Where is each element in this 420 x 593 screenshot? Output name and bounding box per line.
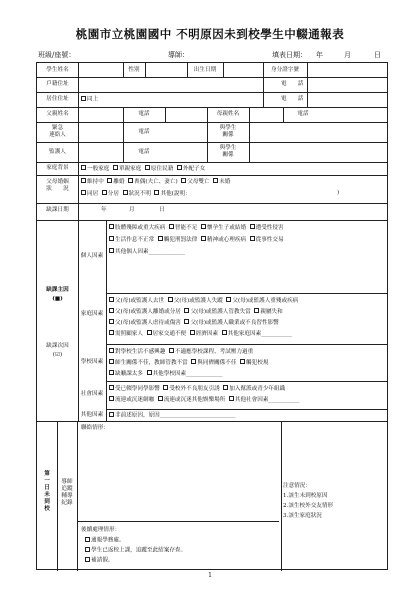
follow-returned-checkbox[interactable] xyxy=(85,547,90,552)
personal-routine-checkbox[interactable] xyxy=(109,236,114,241)
secondary-reason-mark: (☑) xyxy=(52,352,63,358)
marriage-cohabiting-option[interactable]: 同居 xyxy=(81,191,98,197)
family-death-option[interactable]: 父(母)或監護人去世 xyxy=(109,298,164,304)
father-phone-label: 電話 xyxy=(138,111,150,117)
family-single-parent-option[interactable]: 單親家庭 xyxy=(113,166,141,172)
school-absence-option[interactable]: 缺曠課太多 xyxy=(109,371,143,377)
fill-month-label: 月 xyxy=(344,51,351,59)
birth-date-label: 出生日期 xyxy=(193,67,217,73)
household-phone-label: 電 話 xyxy=(281,81,304,87)
personal-law-checkbox[interactable] xyxy=(158,236,163,241)
guardian-relation-label: 與學生 關係 xyxy=(219,145,237,158)
family-illness-checkbox[interactable] xyxy=(226,297,231,302)
social-entertainment-option[interactable]: 流連或沉迷其他娛樂場所 xyxy=(158,397,226,403)
personal-assault-option[interactable]: 遭受性侵害 xyxy=(250,225,284,231)
marriage-separated-checkbox[interactable] xyxy=(102,190,107,195)
family-discipline-option[interactable]: 父(母)或監護人管教失當 xyxy=(184,309,250,315)
marriage-both-deceased-option[interactable]: 父母雙亡 xyxy=(181,179,209,185)
family-habit-checkbox[interactable] xyxy=(184,319,189,324)
parents-marriage-label: 父母婚姻 狀 況 xyxy=(46,179,69,192)
family-care-option[interactable]: 需照顧家人 xyxy=(109,331,143,337)
id-number-label: 身分證字號 xyxy=(271,67,299,73)
family-illness-option[interactable]: 父(母)或監護人重殘或疾病 xyxy=(226,298,298,304)
secondary-reason-label: 缺課次因 xyxy=(46,343,69,349)
marriage-separated-option[interactable]: 分居 xyxy=(102,191,119,197)
personal-intellect-option[interactable]: 智能不足 xyxy=(169,225,197,231)
gender-label: 性別 xyxy=(128,67,140,73)
other-factor-option[interactable]: 非前述原因，原因___________________________ xyxy=(109,412,235,419)
follow-leave-option[interactable]: 補請假。 xyxy=(85,557,113,564)
family-single-parent-checkbox[interactable] xyxy=(113,165,118,170)
family-background-label: 家庭背景 xyxy=(46,165,69,171)
family-missing-option[interactable]: 父(母)或監護人失蹤 xyxy=(168,298,223,304)
marriage-options-line1 xyxy=(81,178,230,185)
family-abuse-checkbox[interactable] xyxy=(109,319,114,324)
main-reason-mark: (■) xyxy=(52,296,63,302)
school-interest-option[interactable]: 對學校生活不感興趣 xyxy=(109,349,165,355)
family-indigenous-option[interactable]: 原住民籍 xyxy=(145,166,173,172)
marriage-other-checkbox[interactable] xyxy=(154,190,159,195)
mother-name-label: 母親姓名 xyxy=(216,111,240,117)
school-peer-option[interactable]: 與同儕關係不佳 xyxy=(191,360,236,366)
personal-line-1 xyxy=(109,224,284,231)
family-line-1 xyxy=(109,297,298,304)
social-dropout-option[interactable]: 受已輟學同學影響 xyxy=(109,386,160,392)
note-item: 2.該生校外交友情形 xyxy=(283,503,334,509)
family-transport-checkbox[interactable] xyxy=(147,330,152,335)
follow-up-label: 後續處理情形： xyxy=(81,527,121,533)
family-other-checkbox[interactable] xyxy=(222,330,227,335)
personal-mental-option[interactable]: 精神或心理疾病 xyxy=(201,237,246,243)
note-item: 3.該生家庭狀況 xyxy=(283,513,322,519)
family-indigenous-checkbox[interactable] xyxy=(145,165,150,170)
teacher-tracking-label: 導師 追蹤 輔導 紀錄 xyxy=(61,479,73,506)
family-line-3 xyxy=(109,319,279,326)
absent-year-label: 年 xyxy=(101,207,107,213)
school-interest-checkbox[interactable] xyxy=(109,348,114,353)
other-factor-checkbox[interactable] xyxy=(109,412,114,417)
social-gang-option[interactable]: 加入幫派或青少年組織 xyxy=(223,386,285,392)
marriage-options-line2 xyxy=(81,190,191,197)
personal-factors-label: 個人因素 xyxy=(80,253,104,259)
absent-day-label: 日 xyxy=(159,207,165,213)
guardian-label: 監護人 xyxy=(49,149,66,155)
school-other-checkbox[interactable] xyxy=(147,370,152,375)
family-factors-label: 家庭因素 xyxy=(80,311,104,317)
personal-line-2 xyxy=(109,236,284,243)
family-missing-checkbox[interactable] xyxy=(168,297,173,302)
school-teacher-option[interactable]: 師生關係不佳，教師管教不當 xyxy=(109,360,188,366)
notes-title: 注意情況： xyxy=(283,483,311,489)
personal-line-3 xyxy=(109,248,185,255)
personal-assault-checkbox[interactable] xyxy=(250,224,255,229)
family-foreign-spouse-option[interactable]: 外配子女 xyxy=(177,166,205,172)
marriage-divorced-checkbox[interactable] xyxy=(107,178,112,183)
other-factors-label: 其他因素 xyxy=(80,412,104,418)
emergency-relation-label: 與學生 關係 xyxy=(219,125,237,138)
social-line-2 xyxy=(109,396,299,403)
family-divorce-option[interactable]: 父(母)或監護人離婚或分居 xyxy=(109,309,181,315)
class-seat-label: 班級/座號： xyxy=(38,51,76,59)
personal-law-option[interactable]: 觸犯刑罰法律 xyxy=(158,237,198,243)
personal-disability-checkbox[interactable] xyxy=(109,224,114,229)
marriage-divorced-option[interactable]: 離婚 xyxy=(107,179,124,185)
family-divorce-checkbox[interactable] xyxy=(109,308,114,313)
school-curriculum-checkbox[interactable] xyxy=(169,348,174,353)
social-entertainment-checkbox[interactable] xyxy=(158,396,163,401)
family-economic-checkbox[interactable] xyxy=(190,330,195,335)
form-title: 桃園市立桃園國中 不明原因未到校學生中輟通報表 xyxy=(75,27,345,41)
absent-month-label: 月 xyxy=(129,207,135,213)
school-line-3 xyxy=(109,370,222,377)
emergency-contact-label: 緊急 連絡人 xyxy=(49,125,66,138)
marriage-unknown-option[interactable]: 狀況不明 xyxy=(123,191,151,197)
personal-intellect-checkbox[interactable] xyxy=(169,224,174,229)
family-background-options xyxy=(81,165,205,172)
school-curriculum-option[interactable]: 不適應學校課程、考試壓力過重 xyxy=(169,349,253,355)
marriage-maintained-option[interactable]: 維持中 xyxy=(81,179,104,185)
school-teacher-checkbox[interactable] xyxy=(109,359,114,364)
teacher-label: 導師： xyxy=(168,51,189,59)
family-economic-option[interactable]: 經濟因素 xyxy=(190,331,218,337)
guardian-phone-label: 電話 xyxy=(138,149,150,155)
same-as-above-option[interactable]: 同上 xyxy=(81,96,98,103)
personal-pregnancy-checkbox[interactable] xyxy=(201,224,206,229)
residence-address-label: 居住住址 xyxy=(46,96,69,102)
family-death-checkbox[interactable] xyxy=(109,297,114,302)
school-line-1 xyxy=(109,348,253,355)
family-discord-option[interactable]: 親屬失和 xyxy=(254,309,282,315)
fill-year-label: 年 xyxy=(316,51,323,59)
residence-phone-label: 電 話 xyxy=(281,96,304,102)
marriage-unmarried-checkbox[interactable] xyxy=(213,178,218,183)
fill-day-label: 日 xyxy=(374,51,381,59)
main-reason-label: 缺課主因 xyxy=(46,287,69,293)
follow-returned-option[interactable]: 學生已返校上課，追蹤至此結案存查。 xyxy=(85,547,186,554)
follow-leave-checkbox[interactable] xyxy=(85,557,90,562)
personal-disability-option[interactable]: 肢體殘障或重大疾病 xyxy=(109,225,165,231)
social-other-checkbox[interactable] xyxy=(229,396,234,401)
social-friends-checkbox[interactable] xyxy=(163,385,168,390)
family-abuse-option[interactable]: 父(母)或監護人虐待或傷害 xyxy=(109,320,181,326)
marriage-widowed-checkbox[interactable] xyxy=(128,178,133,183)
personal-other-option[interactable]: 其他個人因素_____________ xyxy=(109,249,185,255)
family-transport-option[interactable]: 居家交通不便 xyxy=(147,331,187,337)
family-line-2 xyxy=(109,308,283,315)
mother-phone-label: 電話 xyxy=(297,111,309,117)
first-day-absent-label: 第 一 日 未 到 校 xyxy=(44,471,50,512)
school-rules-checkbox[interactable] xyxy=(240,359,245,364)
marriage-widowed-option[interactable]: 喪偶(夫亡、妻亡) xyxy=(128,179,178,185)
marriage-both-deceased-checkbox[interactable] xyxy=(181,178,186,183)
marriage-unknown-checkbox[interactable] xyxy=(123,190,128,195)
family-care-checkbox[interactable] xyxy=(109,330,114,335)
fill-date-label: 填表日期： xyxy=(272,51,307,59)
same-as-above-checkbox[interactable] xyxy=(81,96,86,101)
absent-date-label: 缺課日期 xyxy=(46,207,69,213)
social-line-1 xyxy=(109,385,285,392)
father-name-label: 父親姓名 xyxy=(46,111,69,117)
family-general-checkbox[interactable] xyxy=(81,165,86,170)
personal-sex-trade-option[interactable]: 從事性交易 xyxy=(250,237,284,243)
personal-routine-option[interactable]: 生活作息不正常 xyxy=(109,237,154,243)
contact-status-label: 聯絡情形： xyxy=(81,425,109,431)
marriage-unmarried-option[interactable]: 未婚 xyxy=(213,179,230,185)
social-dropout-checkbox[interactable] xyxy=(109,385,114,390)
social-factors-label: 社會因素 xyxy=(80,391,104,397)
school-line-2 xyxy=(109,359,268,366)
school-factors-label: 學校因素 xyxy=(80,359,104,365)
marriage-other-close: ) xyxy=(337,190,340,196)
family-habit-option[interactable]: 父(母)或監護人職業或不良習性影響 xyxy=(184,320,278,326)
personal-other-checkbox[interactable] xyxy=(109,248,114,253)
personal-pregnancy-option[interactable]: 懷孕生子或結婚 xyxy=(201,225,246,231)
marriage-cohabiting-checkbox[interactable] xyxy=(81,190,86,195)
social-friends-option[interactable]: 受校外不良朋友引誘 xyxy=(163,386,219,392)
social-other-option[interactable]: 其他社會因素___________ xyxy=(229,397,299,403)
follow-report-checkbox[interactable] xyxy=(85,537,90,542)
school-rules-option[interactable]: 觸犯校規 xyxy=(240,360,268,366)
family-general-option[interactable]: 一般家庭 xyxy=(81,166,109,172)
page-number: 1 xyxy=(208,572,212,579)
family-other-option[interactable]: 其他家庭因素___________ xyxy=(222,331,292,337)
school-other-option[interactable]: 其他學校因素_____________ xyxy=(147,371,223,377)
marriage-maintained-checkbox[interactable] xyxy=(81,178,86,183)
social-internet-option[interactable]: 流連或沉迷網咖 xyxy=(109,397,154,403)
social-gang-checkbox[interactable] xyxy=(223,385,228,390)
family-foreign-spouse-checkbox[interactable] xyxy=(177,165,182,170)
report-form xyxy=(36,62,388,570)
family-discord-checkbox[interactable] xyxy=(254,308,259,313)
student-name-label: 學生姓名 xyxy=(46,67,69,73)
social-internet-checkbox[interactable] xyxy=(109,396,114,401)
personal-mental-checkbox[interactable] xyxy=(201,236,206,241)
family-discipline-checkbox[interactable] xyxy=(184,308,189,313)
marriage-other-option[interactable]: 其他(說明： xyxy=(154,191,190,197)
note-item: 1.該生未到校原因 xyxy=(283,493,328,499)
household-address-label: 戶籍住址 xyxy=(46,81,69,87)
personal-sex-trade-checkbox[interactable] xyxy=(250,236,255,241)
family-line-4 xyxy=(109,330,292,337)
school-peer-checkbox[interactable] xyxy=(191,359,196,364)
follow-report-option[interactable]: 通報學務處。 xyxy=(85,537,125,544)
emergency-phone-label: 電話 xyxy=(138,129,150,135)
school-absence-checkbox[interactable] xyxy=(109,370,114,375)
